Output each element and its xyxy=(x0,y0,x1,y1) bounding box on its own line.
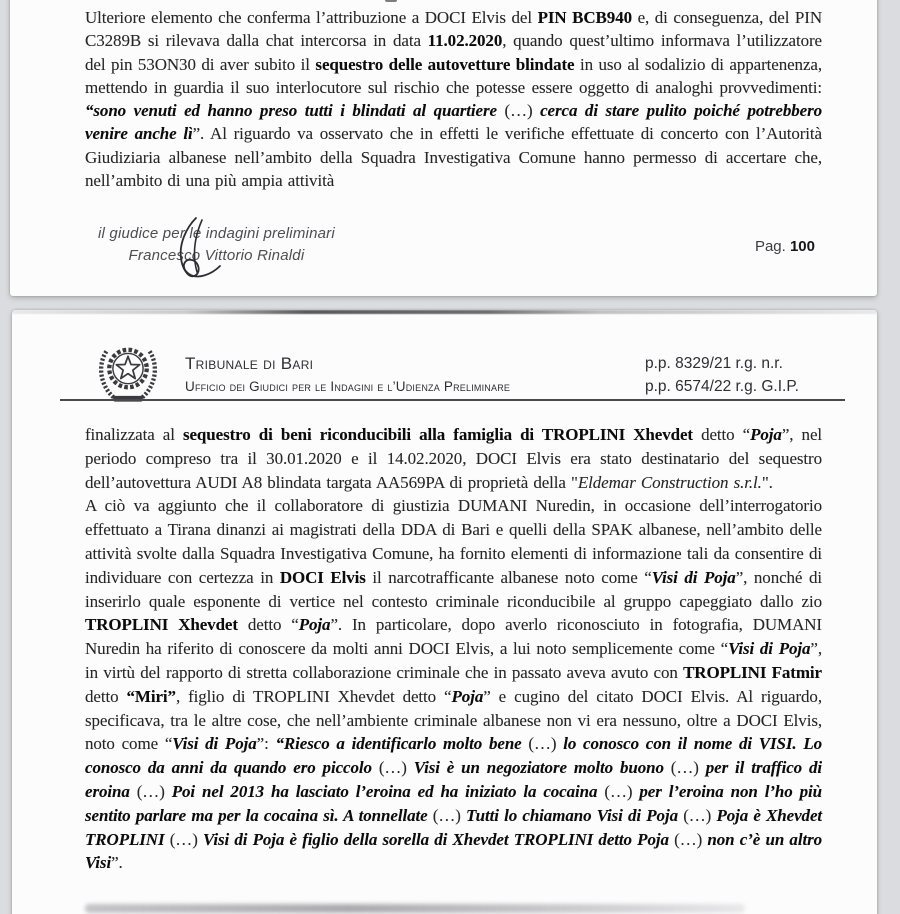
signature-role: il giudice per le indagini preliminari xyxy=(98,225,335,242)
signature-scribble xyxy=(162,216,226,282)
page-number-label: Pag. xyxy=(754,238,790,255)
body-paragraph: Ulteriore elemento che conferma l’attribuzione a DOCI Elvis del PIN BCB940 e, di conseguenza, del PIN C3289B si rilevava dalla chat intercorsa in data 11.02.2020, quando quest’ultimo informava l’utilizzatore del pin 53ON30 di aver subito il sequestro delle autovetture blindate in uso al sodalizio di appartenenza, mettendo in guardia il suo interlocutore sul rischio che potesse essere oggetto di analoghi provvedimenti: “sono venuti ed hanno preso tutti i blindati al quartiere (…) cerca di stare pulito poiché potrebbero venire anche lì”. Al riguardo va osservato che in effetti le verifiche effettuate di concerto con l’Autorità Giudiziaria albanese nell’ambito della Squadra Investigativa Comune hanno permesso di accertare che, nell’ambito di una più ampia attività xyxy=(85,8,822,191)
signature-name: Francesco Vittorio Rinaldi xyxy=(128,247,305,264)
italian-republic-emblem-icon xyxy=(92,334,164,406)
case-ref-gip: p.p. 6574/22 r.g. G.I.P. xyxy=(645,378,799,395)
body-paragraph: A ciò va aggiunto che il collaboratore di giustizia DUMANI Nuredin, in occasione dell’interrogatorio effettuato a Tirana dinanzi ai magistrati della DDA di Bari e quelli della SPAK albanese, nell’ambito delle attività svolte dalla Squadra Investigativa Comune, ha fornito elementi di informazione tali da consentire di individuare con certezza in DOCI Elvis il narcotrafficante albanese noto come “Visi di Poja”, nonché di inserirlo quale esponente di vertice nel contesto criminale riconducibile al gruppo capeggiato dallo zio TROPLINI Xhevdet detto “Poja”. In particolare, dopo averlo riconosciuto in fotografia, DUMANI Nuredin ha riferito di conoscere da molti anni DOCI Elvis, a lui noto semplicemente come “Visi di Poja”, in virtù del rapporto di stretta collaborazione criminale che in passato aveva avuto con TROPLINI Fatmir detto “Miri”, figlio di TROPLINI Xhevdet detto “Poja” e cugino del citato DOCI Elvis. Al riguardo, specificava, tra le altre cose, che nell’ambiente criminale albanese non vi era nessuno, oltre a DOCI Elvis, noto come “Visi di Poja”: “Riesco a identificarlo molto bene (…) lo conosco con il nome di VISI. Lo conosco da anni da quando ero piccolo (…) Visi è un negoziatore molto buono (…) per il traffico di eroina (…) Poi nel 2013 ha lasciato l’eroina ed ha iniziato la cocaina (…) per l’eroina non l’ho più sentito parlare ma per la cocaina sì. A tonnellate (…) Tutti lo chiamano Visi di Poja (…) Poja è Xhevdet TROPLINI (…) Visi di Poja è figlio della sorella di Xhevdet TROPLINI detto Poja (…) non c’è un altro Visi”. xyxy=(85,496,823,873)
scan-artifact xyxy=(85,904,745,913)
page-number xyxy=(755,238,815,255)
scan-artifact xyxy=(385,0,397,2)
document-page-next xyxy=(12,310,877,914)
case-references xyxy=(645,352,799,398)
page-body xyxy=(85,423,822,875)
document-page-100 xyxy=(10,0,877,296)
court-office: Ufficio dei Giudici per le Indagini e l’Udienza Preliminare xyxy=(185,379,511,394)
body-paragraph: finalizzata al sequestro di beni riconducibili alla famiglia di TROPLINI Xhevdet detto “Poja”, nel periodo compreso tra il 30.01.2020 e il 14.02.2020, DOCI Elvis era stato destinatario del sequestro dell’autovettura AUDI A8 blindata targata AA569PA di proprietà della "Eldemar Construction s.r.l.". xyxy=(85,425,823,492)
case-ref-nr: p.p. 8329/21 r.g. n.r. xyxy=(645,355,783,372)
letterhead xyxy=(185,352,510,398)
court-name: Tribunale di Bari xyxy=(185,354,314,373)
header-rule xyxy=(60,399,845,401)
page-number-value: 100 xyxy=(789,238,815,255)
